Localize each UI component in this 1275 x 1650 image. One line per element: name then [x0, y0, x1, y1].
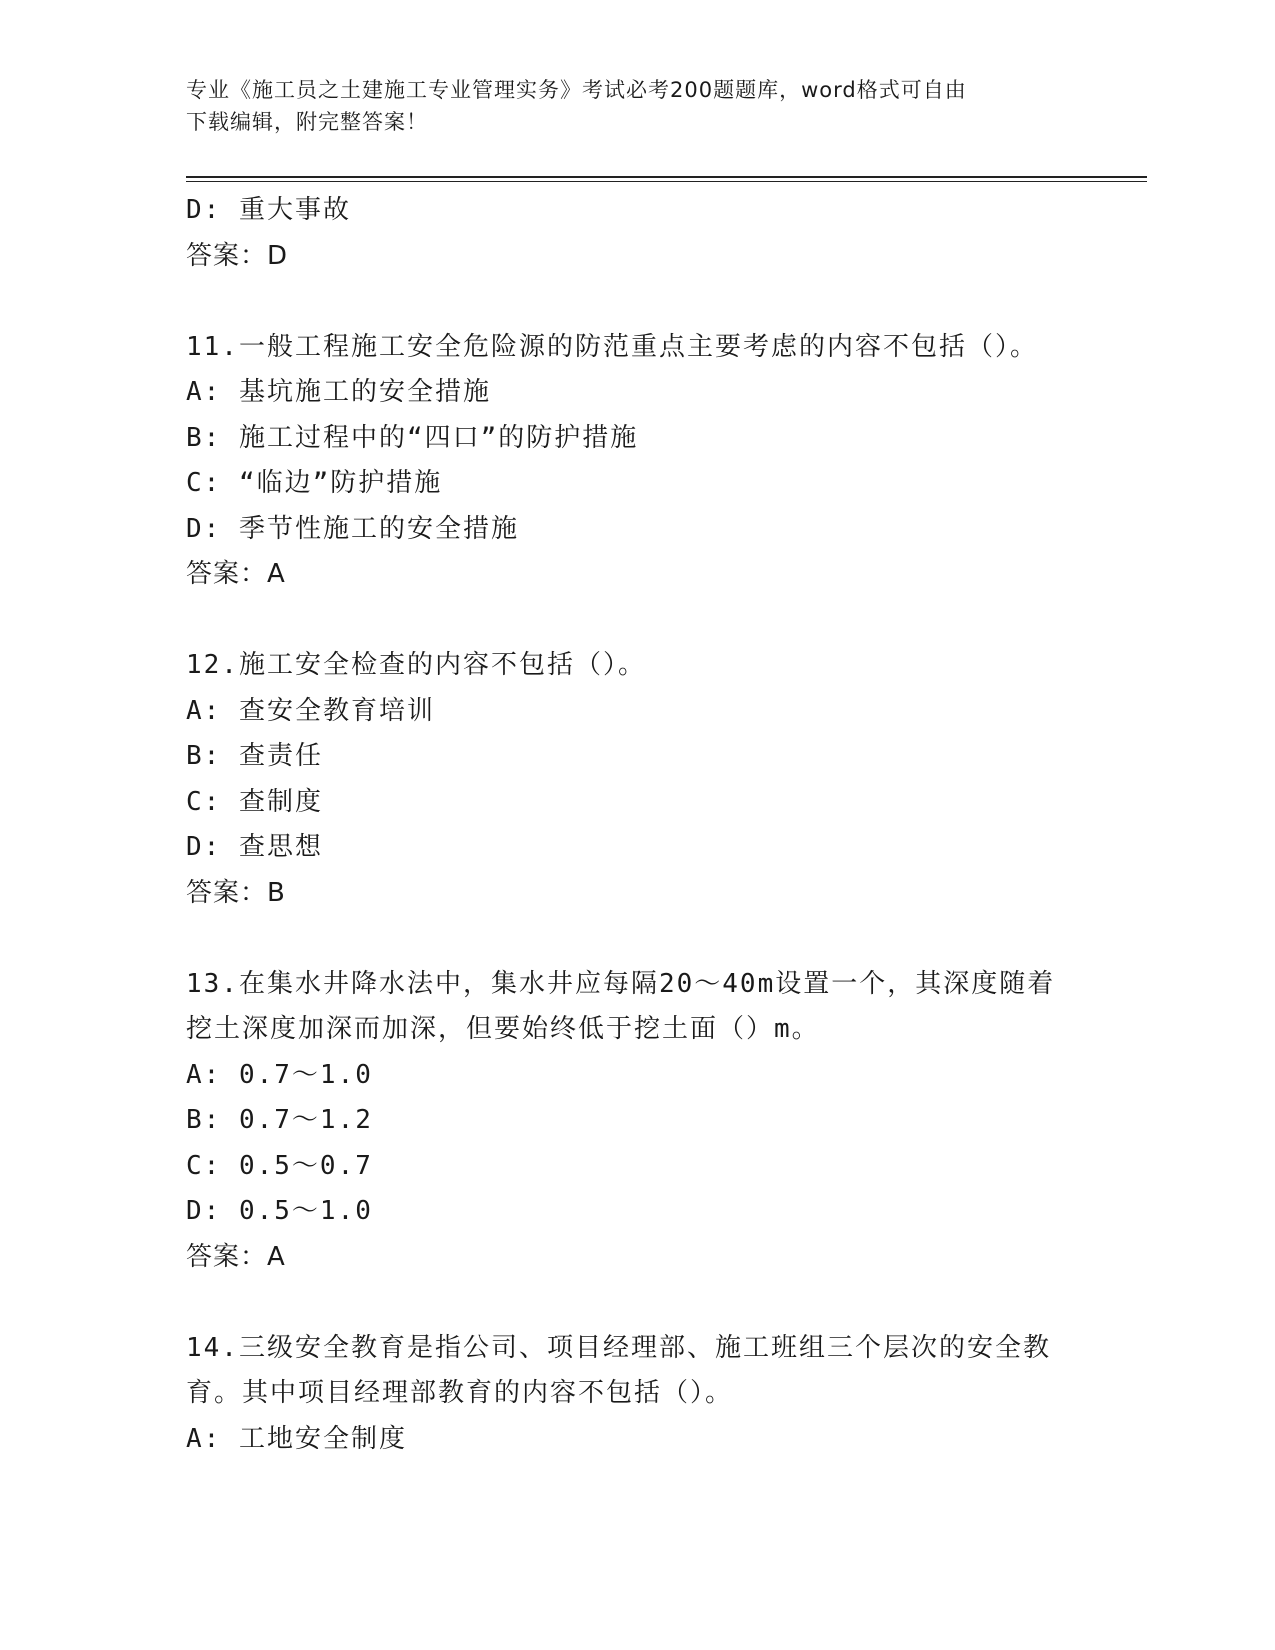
- question-11: [186, 325, 1086, 598]
- header-divider-thick: [186, 176, 1147, 178]
- question-stem-line-1: 13.在集水井降水法中，集水井应每隔20～40m设置一个，其深度随着: [186, 968, 1056, 999]
- question-13: [186, 962, 1086, 1281]
- option-b: B: 施工过程中的“四口”的防护措施: [186, 422, 639, 453]
- spacer: [186, 916, 1086, 962]
- option-b: B: 查责任: [186, 741, 323, 771]
- question-list: [186, 188, 1086, 1462]
- option-a: A: 查安全教育培训: [186, 695, 435, 726]
- carryover-answer: 答案：D: [186, 240, 289, 271]
- question-stem-line-1: 14.三级安全教育是指公司、项目经理部、施工班组三个层次的安全教: [186, 1332, 1051, 1363]
- header-line-1: 专业《施工员之土建施工专业管理实务》考试必考200题题库，word格式可自由: [186, 78, 967, 102]
- option-c: C: 查制度: [186, 786, 323, 817]
- spacer: [186, 1280, 1086, 1326]
- option-d: D: 季节性施工的安全措施: [186, 513, 519, 544]
- question-stem-line-2: 育。其中项目经理部教育的内容不包括（）。: [186, 1378, 734, 1408]
- option-d: D: 查思想: [186, 832, 323, 862]
- question-stem-line-2: 挖土深度加深而加深，但要始终低于挖土面（）m。: [186, 1014, 820, 1044]
- header-line-2: 下载编辑，附完整答案！: [186, 110, 428, 134]
- option-a: A: 0.7～1.0: [186, 1059, 373, 1090]
- answer: 答案：A: [186, 559, 286, 589]
- option-d: D: 0.5～1.0: [186, 1196, 373, 1226]
- option-a: A: 工地安全制度: [186, 1423, 407, 1454]
- carryover-option-d: D: 重大事故: [186, 195, 351, 225]
- question-12: [186, 643, 1086, 916]
- question-stem: 12.施工安全检查的内容不包括（）。: [186, 650, 646, 680]
- header-divider-thin: [186, 181, 1147, 182]
- spacer: [186, 598, 1086, 644]
- option-a: A: 基坑施工的安全措施: [186, 377, 491, 407]
- answer: 答案：A: [186, 1241, 286, 1272]
- option-c: C: “临边”防护措施: [186, 468, 443, 498]
- question-14: [186, 1326, 1086, 1463]
- option-c: C: 0.5～0.7: [186, 1150, 373, 1181]
- answer: 答案：B: [186, 877, 286, 908]
- question-stem: 11.一般工程施工安全危险源的防范重点主要考虑的内容不包括（）。: [186, 331, 1038, 362]
- option-b: B: 0.7～1.2: [186, 1105, 373, 1135]
- document-header: [186, 74, 1086, 138]
- spacer: [186, 279, 1086, 325]
